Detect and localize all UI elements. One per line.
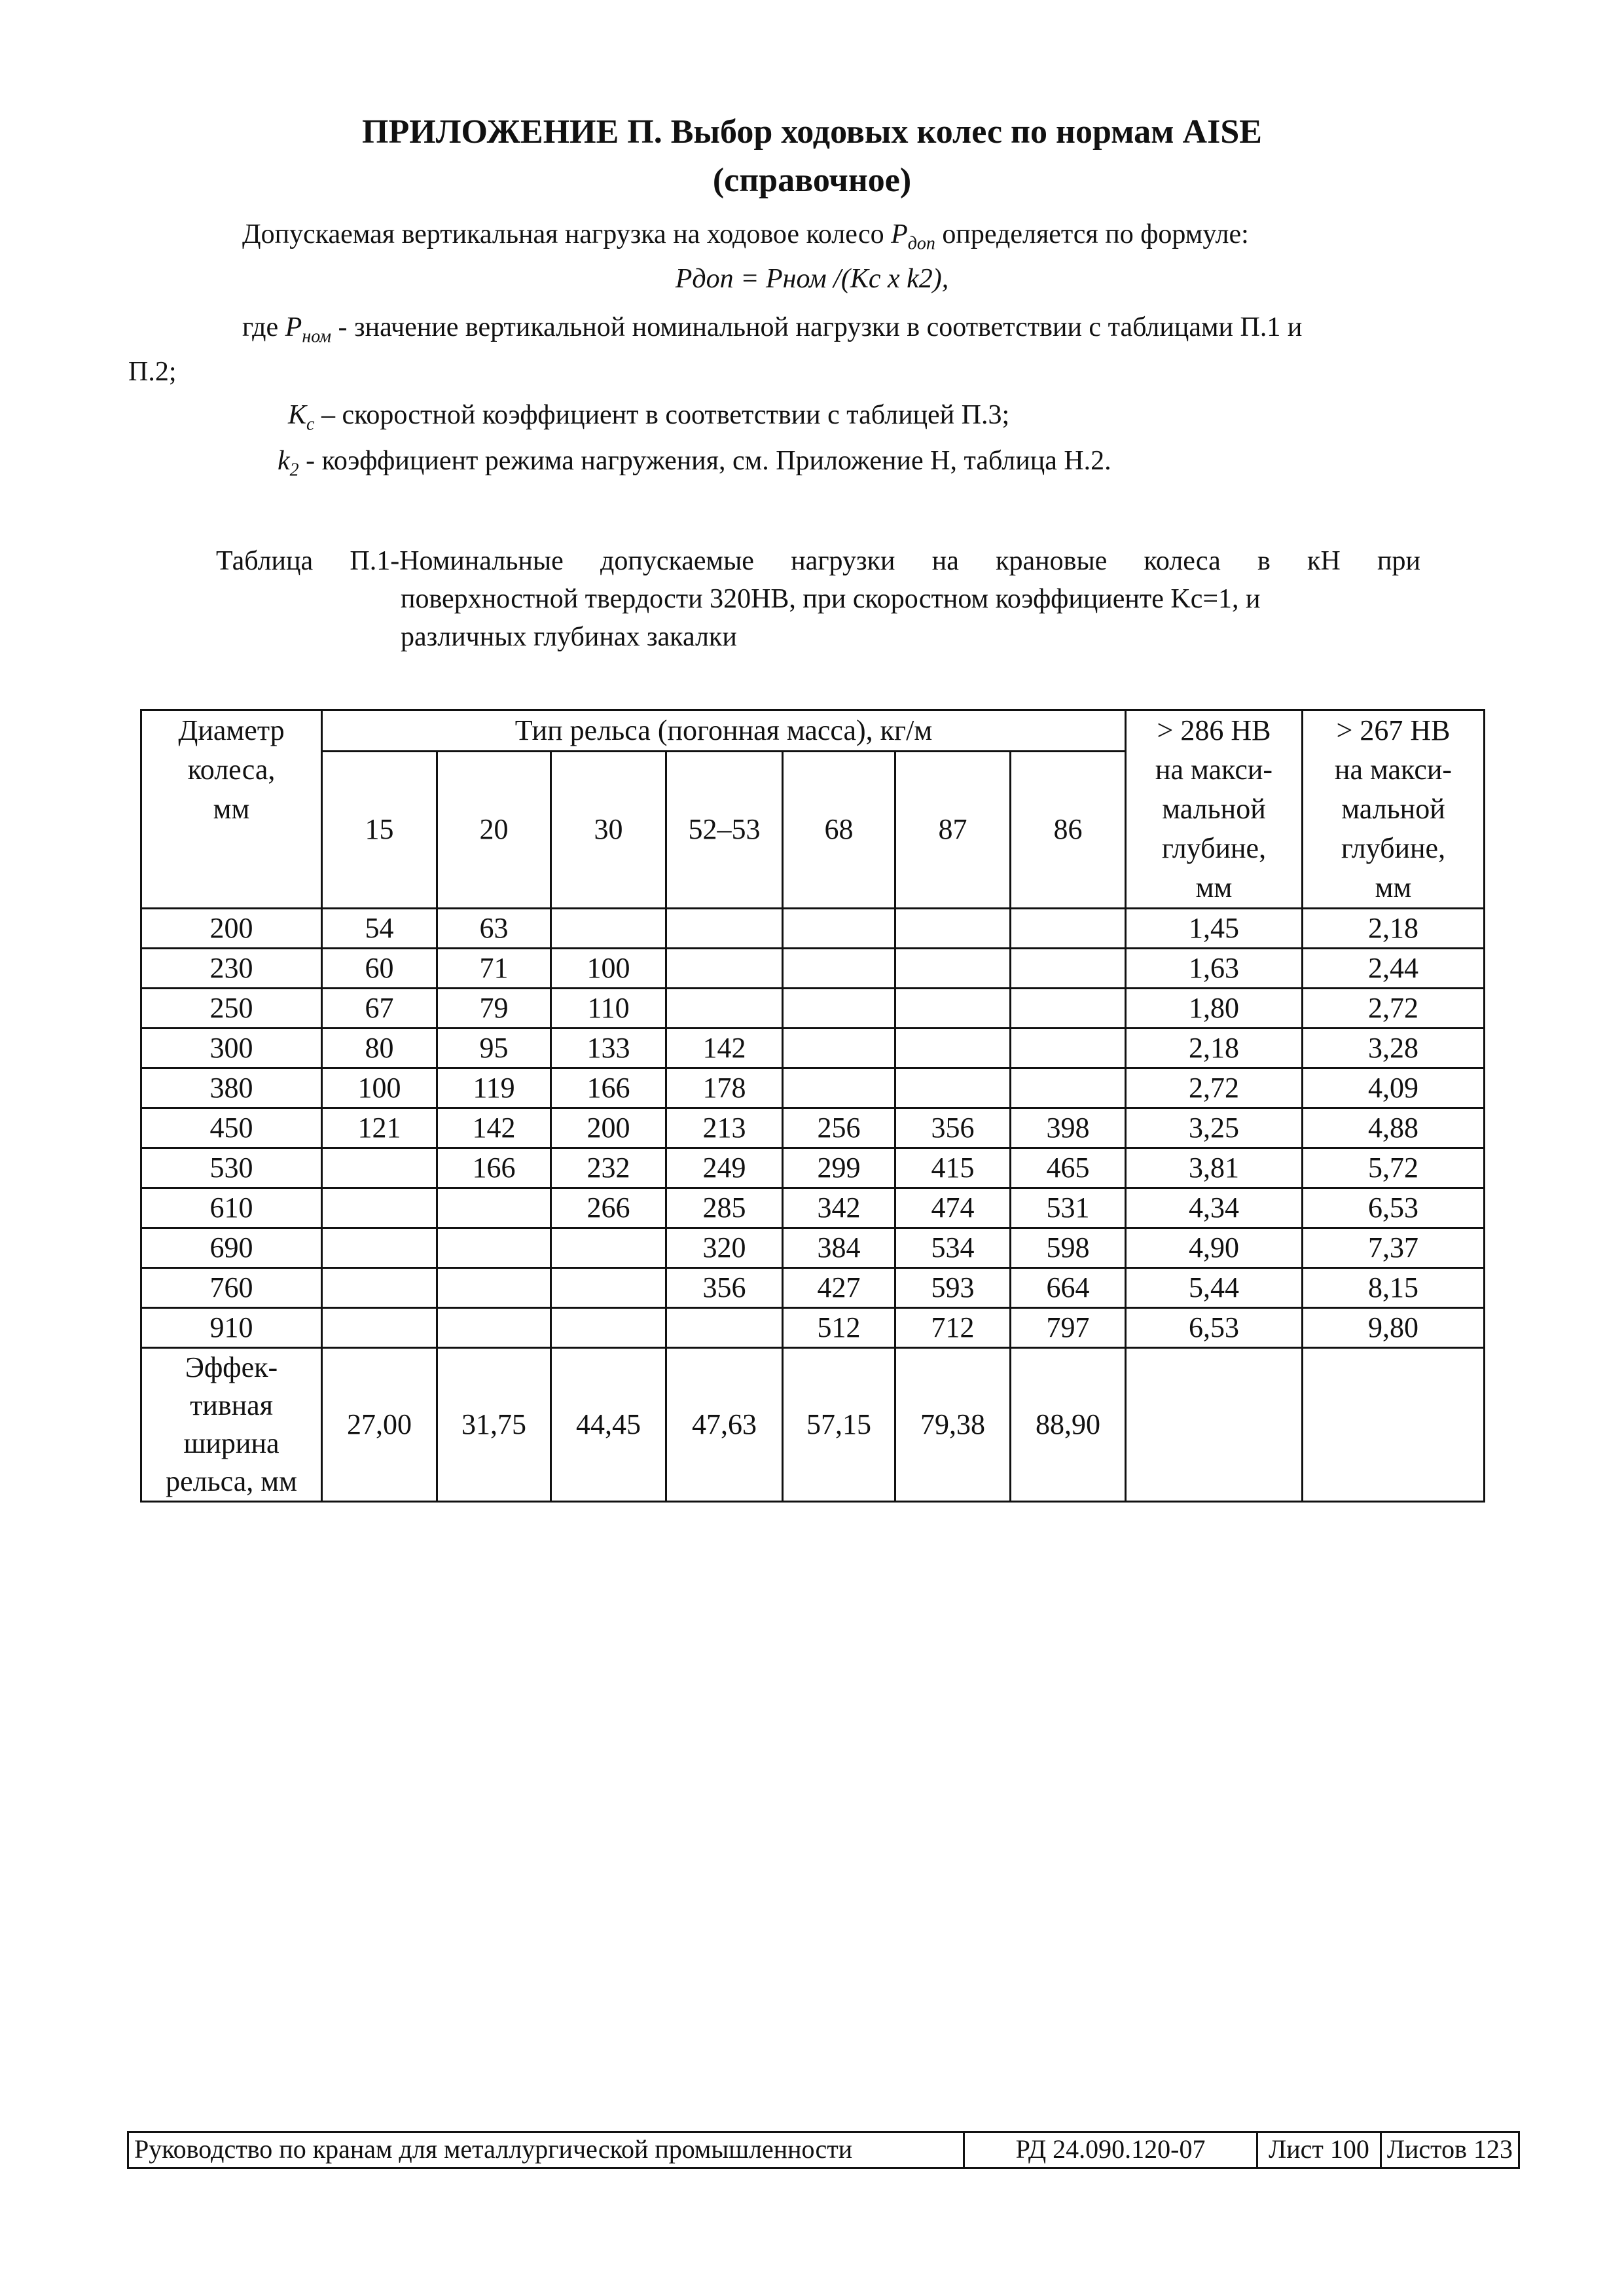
effective-width-cell: 47,63: [666, 1348, 783, 1502]
formula: Pдоп = Pном /(Kс x k2),: [675, 264, 949, 294]
intro-paragraph-4: [278, 443, 1111, 488]
table-cell: 95: [437, 1029, 551, 1068]
table-cell: 3,25: [1126, 1108, 1303, 1148]
table-cell: [322, 1308, 437, 1348]
table-cell: 133: [551, 1029, 666, 1068]
rail-type-header: 87: [895, 751, 1011, 908]
header-diameter-line: колеса,: [187, 754, 276, 786]
intro-paragraph-1: [242, 216, 1249, 262]
table-cell: 6,53: [1126, 1308, 1303, 1348]
table-cell: 2,72: [1126, 1068, 1303, 1108]
table-cell: 1,63: [1126, 949, 1303, 989]
row-diameter-cell: 760: [141, 1268, 322, 1308]
table-cell: 712: [895, 1308, 1011, 1348]
table-row: [141, 989, 1485, 1029]
table-cell: 71: [437, 949, 551, 989]
table-cell: 200: [551, 1108, 666, 1148]
intro-paragraph-3: [288, 397, 1009, 443]
table-cell: [783, 949, 895, 989]
intro-p2-text: - значение вертикальной номинальной нагрузки в соответствии с таблицами П.1 и: [338, 312, 1303, 342]
header-depth-line: мм: [1195, 871, 1233, 903]
table-header-row-1: [141, 710, 1485, 752]
effective-width-cell: 27,00: [322, 1348, 437, 1502]
effective-width-cell: 57,15: [783, 1348, 895, 1502]
empty-cell: [1303, 1348, 1485, 1502]
intro-p1-tail: определяется по формуле:: [942, 219, 1249, 249]
header-depth-line: > 267 НВ: [1336, 714, 1451, 746]
header-depth-line: мм: [1375, 871, 1412, 903]
empty-cell: [1126, 1348, 1303, 1502]
table-cell: 60: [322, 949, 437, 989]
header-diameter: [141, 710, 322, 909]
effective-width-label-line: Эффек-: [185, 1351, 278, 1383]
table-cell: 1,45: [1126, 909, 1303, 949]
intro-p1-text: Допускаемая вертикальная нагрузка на ходовое колесо: [242, 219, 884, 249]
table-row: [141, 1068, 1485, 1108]
table-row: [141, 1268, 1485, 1308]
table-cell: 299: [783, 1148, 895, 1188]
rail-type-header: 52–53: [666, 751, 783, 908]
table-cell: 142: [666, 1029, 783, 1068]
intro-p4-subscript: 2: [289, 460, 299, 481]
table-cell: [666, 909, 783, 949]
header-depth-line: мальной: [1162, 793, 1266, 825]
table-cell: 342: [783, 1188, 895, 1228]
table-cell: 79: [437, 989, 551, 1029]
table-row: [141, 909, 1485, 949]
table-cell: 8,15: [1303, 1268, 1485, 1308]
intro-p2-subscript: ном: [302, 326, 332, 347]
intro-p2-continuation: П.2;: [128, 357, 177, 387]
intro-p4-symbol: k: [278, 446, 290, 476]
table-cell: 285: [666, 1188, 783, 1228]
table-cell: [1011, 989, 1126, 1029]
header-depth-line: на макси-: [1155, 754, 1273, 786]
footer-sheet: Лист 100: [1258, 2133, 1382, 2167]
table-cell: [783, 909, 895, 949]
caption-line-1: Таблица П.1-Номинальные допускаемые нагрузки на крановые колеса в кН при: [216, 546, 1420, 576]
table-cell: [437, 1268, 551, 1308]
table-cell: 256: [783, 1108, 895, 1148]
table-cell: 7,37: [1303, 1228, 1485, 1268]
table-cell: 119: [437, 1068, 551, 1108]
table-cell: 63: [437, 909, 551, 949]
table-cell: 9,80: [1303, 1308, 1485, 1348]
row-diameter-cell: 690: [141, 1228, 322, 1268]
table-cell: 67: [322, 989, 437, 1029]
table-cell: 2,44: [1303, 949, 1485, 989]
table-cell: 598: [1011, 1228, 1126, 1268]
table-cell: 213: [666, 1108, 783, 1148]
rail-type-header: 86: [1011, 751, 1126, 908]
row-diameter-cell: 230: [141, 949, 322, 989]
row-diameter-cell: 530: [141, 1148, 322, 1188]
intro-p1-subscript: доп: [907, 233, 935, 254]
table-cell: 531: [1011, 1188, 1126, 1228]
table-cell: 320: [666, 1228, 783, 1268]
table-cell: [322, 1188, 437, 1228]
table-cell: 356: [895, 1108, 1011, 1148]
table-cell: 2,18: [1126, 1029, 1303, 1068]
header-depth-line: глубине,: [1341, 832, 1446, 864]
table-cell: [322, 1228, 437, 1268]
table-cell: [437, 1228, 551, 1268]
table-cell: [666, 989, 783, 1029]
table-cell: [322, 1148, 437, 1188]
header-rail-group: Тип рельса (погонная масса), кг/м: [322, 710, 1126, 752]
table-cell: [783, 989, 895, 1029]
header-depth-line: на макси-: [1334, 754, 1453, 786]
table-cell: [783, 1029, 895, 1068]
table-cell: 249: [666, 1148, 783, 1188]
table-cell: 3,81: [1126, 1148, 1303, 1188]
table-cell: [666, 1308, 783, 1348]
table-cell: 4,90: [1126, 1228, 1303, 1268]
table-cell: 80: [322, 1029, 437, 1068]
table-cell: 142: [437, 1108, 551, 1148]
effective-width-row: [141, 1348, 1485, 1502]
table-cell: 3,28: [1303, 1029, 1485, 1068]
table-cell: [895, 989, 1011, 1029]
row-diameter-cell: 910: [141, 1308, 322, 1348]
table-cell: [895, 1029, 1011, 1068]
table-cell: 797: [1011, 1308, 1126, 1348]
effective-width-cell: 79,38: [895, 1348, 1011, 1502]
intro-p1-symbol: P: [891, 219, 908, 249]
table-cell: 1,80: [1126, 989, 1303, 1029]
table-cell: [1011, 909, 1126, 949]
row-diameter-cell: 610: [141, 1188, 322, 1228]
table-cell: 266: [551, 1188, 666, 1228]
table-cell: 2,18: [1303, 909, 1485, 949]
table-cell: 5,72: [1303, 1148, 1485, 1188]
table-cell: [895, 909, 1011, 949]
table-cell: 593: [895, 1268, 1011, 1308]
table-row: [141, 1188, 1485, 1228]
table-cell: [1011, 1068, 1126, 1108]
intro-p4-text: - коэффициент режима нагружения, см. Приложение Н, таблица Н.2.: [306, 446, 1111, 476]
effective-width-label-line: рельса, мм: [166, 1465, 297, 1497]
table-row: [141, 1029, 1485, 1068]
title-line-2: (справочное): [712, 162, 912, 199]
table-cell: [437, 1188, 551, 1228]
table-cell: [437, 1308, 551, 1348]
table-cell: 166: [437, 1148, 551, 1188]
rail-type-header: 30: [551, 751, 666, 908]
table-cell: 398: [1011, 1108, 1126, 1148]
intro-p2-symbol: P: [285, 312, 302, 342]
table-cell: 6,53: [1303, 1188, 1485, 1228]
rail-type-header: 20: [437, 751, 551, 908]
intro-p3-subscript: c: [306, 414, 315, 435]
table-row: [141, 1308, 1485, 1348]
table-cell: 54: [322, 909, 437, 949]
effective-width-cell: 31,75: [437, 1348, 551, 1502]
header-diameter-line: Диаметр: [178, 714, 285, 746]
effective-width-label: [141, 1348, 322, 1502]
header-depth-286: [1126, 710, 1303, 909]
table-cell: [322, 1268, 437, 1308]
table-cell: 4,88: [1303, 1108, 1485, 1148]
table-cell: [551, 1228, 666, 1268]
page-title: [0, 108, 1624, 205]
table-cell: [551, 1268, 666, 1308]
table-cell: 5,44: [1126, 1268, 1303, 1308]
table-cell: 166: [551, 1068, 666, 1108]
table-cell: 474: [895, 1188, 1011, 1228]
table-cell: 664: [1011, 1268, 1126, 1308]
table-cell: [783, 1068, 895, 1108]
caption-line-3: различных глубинах закалки: [401, 622, 737, 652]
table-row: [141, 1108, 1485, 1148]
footer-doc-title: Руководство по кранам для металлургической промышленности: [129, 2133, 965, 2167]
table-row: [141, 1228, 1485, 1268]
rail-type-header: 68: [783, 751, 895, 908]
table-cell: [895, 1068, 1011, 1108]
table-cell: [551, 909, 666, 949]
effective-width-label-line: ширина: [183, 1427, 280, 1459]
row-diameter-cell: 250: [141, 989, 322, 1029]
table-cell: 121: [322, 1108, 437, 1148]
table-cell: 2,72: [1303, 989, 1485, 1029]
intro-p3-symbol: K: [288, 400, 307, 430]
row-diameter-cell: 200: [141, 909, 322, 949]
row-diameter-cell: 450: [141, 1108, 322, 1148]
table-cell: 427: [783, 1268, 895, 1308]
table-cell: [551, 1308, 666, 1348]
table-caption: [216, 542, 1420, 656]
table-cell: 100: [551, 949, 666, 989]
table-cell: 178: [666, 1068, 783, 1108]
table-cell: 4,09: [1303, 1068, 1485, 1108]
footer-doc-code: РД 24.090.120-07: [965, 2133, 1258, 2167]
header-depth-line: > 286 НВ: [1157, 714, 1271, 746]
intro-p3-text: – скоростной коэффициент в соответствии с таблицей П.3;: [321, 400, 1010, 430]
table-cell: 232: [551, 1148, 666, 1188]
header-depth-267: [1303, 710, 1485, 909]
footer-sheets-total: Листов 123: [1386, 2134, 1513, 2164]
rail-type-header: 15: [322, 751, 437, 908]
table-cell: 465: [1011, 1148, 1126, 1188]
title-line-1: ПРИЛОЖЕНИЕ П. Выбор ходовых колес по нормам AISE: [362, 113, 1262, 151]
table-cell: [895, 949, 1011, 989]
caption-line-2: поверхностной твердости 320НВ, при скоростном коэффициенте Kс=1, и: [401, 584, 1261, 614]
table-cell: 4,34: [1126, 1188, 1303, 1228]
header-diameter-line: мм: [213, 793, 250, 825]
footer-stamp: [127, 2131, 1520, 2169]
table-cell: 100: [322, 1068, 437, 1108]
effective-width-cell: 88,90: [1011, 1348, 1126, 1502]
table-cell: [1011, 949, 1126, 989]
row-diameter-cell: 300: [141, 1029, 322, 1068]
effective-width-label-line: тивная: [190, 1389, 273, 1421]
table-row: [141, 1148, 1485, 1188]
loads-table: [140, 709, 1485, 1503]
table-cell: 534: [895, 1228, 1011, 1268]
header-depth-line: мальной: [1341, 793, 1445, 825]
table-row: [141, 949, 1485, 989]
intro-paragraph-2: [242, 309, 1302, 355]
effective-width-cell: 44,45: [551, 1348, 666, 1502]
table-cell: 110: [551, 989, 666, 1029]
header-depth-line: глубине,: [1161, 832, 1267, 864]
intro-p2-lead: где: [242, 312, 279, 342]
table-cell: 415: [895, 1148, 1011, 1188]
table-cell: [1011, 1029, 1126, 1068]
table-cell: 384: [783, 1228, 895, 1268]
table-cell: 356: [666, 1268, 783, 1308]
row-diameter-cell: 380: [141, 1068, 322, 1108]
table-cell: [666, 949, 783, 989]
table-cell: 512: [783, 1308, 895, 1348]
